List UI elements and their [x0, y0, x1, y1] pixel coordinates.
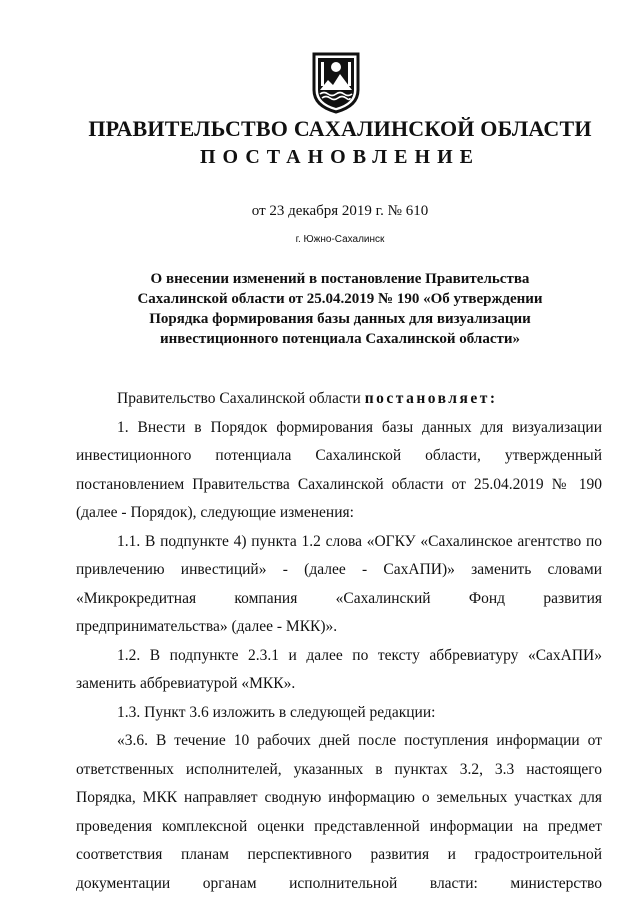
- body-line: заменить аббревиатурой «МКК».: [76, 675, 296, 692]
- preamble-text: Правительство Сахалинской области: [117, 390, 365, 407]
- body-line: 1.1. В подпункте 4) пункта 1.2 слова «ОГКУ «Сахалинское агентство по: [117, 533, 602, 550]
- body-line: 1.3. Пункт 3.6 изложить в следующей редакции:: [117, 704, 436, 721]
- body-line: документации органам исполнительной власти: министерство: [76, 875, 602, 892]
- date-and-number: от 23 декабря 2019 г. № 610: [251, 203, 429, 219]
- body-line: проведения комплексной оценки представленной информации на предмет: [76, 818, 602, 835]
- body-line: «Микрокредитная компания «Сахалинский Фонд развития: [76, 590, 602, 607]
- subject-line: Порядка формирования базы данных для визуализации: [149, 311, 531, 327]
- document-type: ПОСТАНОВЛЕНИЕ: [200, 146, 480, 168]
- subject-line: Сахалинской области от 25.04.2019 № 190 «Об утверждении: [137, 291, 543, 307]
- body-line: привлечению инвестиций» - (далее - СахАПИ)» заменить словами: [76, 561, 602, 578]
- body-line: ответственных исполнителей, указанных в пунктах 3.2, 3.3 настоящего: [76, 761, 602, 778]
- body-line: «3.6. В течение 10 рабочих дней после поступления информации от: [117, 732, 602, 749]
- preamble: [117, 389, 602, 409]
- government-title: ПРАВИТЕЛЬСТВО САХАЛИНСКОЙ ОБЛАСТИ: [88, 116, 592, 141]
- subject-line: О внесении изменений в постановление Правительства: [150, 271, 530, 287]
- coat-of-arms-icon: [306, 50, 366, 114]
- body-line: 1. Внести в Порядок формирования базы данных для визуализации: [117, 419, 602, 436]
- subject-line: инвестиционного потенциала Сахалинской области»: [159, 331, 521, 347]
- body-line: соответствия планам перспективного развития и градостроительной: [76, 846, 602, 863]
- city-name: г. Южно-Сахалинск: [295, 234, 385, 245]
- body-line: инвестиционного потенциала Сахалинской области, утвержденный: [76, 447, 602, 464]
- preamble-verb: постановляет:: [364, 390, 498, 407]
- body-line: постановлением Правительства Сахалинской области от 25.04.2019 № 190: [76, 476, 602, 493]
- body-line: Порядка, МКК направляет сводную информацию о земельных участках для: [76, 789, 602, 806]
- body-line: предпринимательства» (далее - МКК)».: [76, 618, 338, 635]
- document-subject: [120, 269, 560, 349]
- body-line: 1.2. В подпункте 2.3.1 и далее по тексту аббревиатуру «СахАПИ»: [117, 647, 602, 664]
- body-line: (далее - Порядок), следующие изменения:: [76, 504, 354, 521]
